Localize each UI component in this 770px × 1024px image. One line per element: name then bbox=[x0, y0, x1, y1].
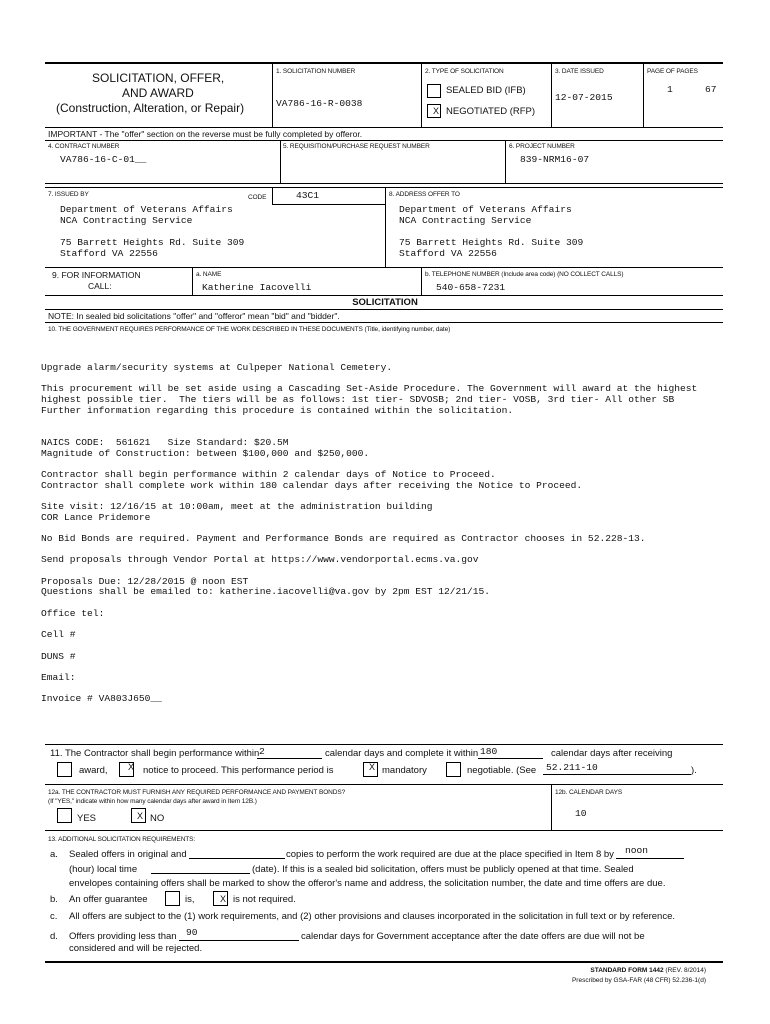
contract-number-label: 4. CONTRACT NUMBER bbox=[48, 143, 120, 150]
address-offer-line-4: 75 Barrett Heights Rd. Suite 309 bbox=[399, 237, 584, 248]
work-line: Questions shall be emailed to: katherine.iacovelli@va.gov by 2pm EST 12/21/15. bbox=[41, 586, 491, 598]
work-line: No Bid Bonds are required. Payment and Performance Bonds are required as Contractor chooses in 52.228-13. bbox=[41, 533, 646, 544]
work-line: Upgrade alarm/security systems at Culpeper National Cemetery. bbox=[41, 362, 393, 373]
item11-end: ). bbox=[691, 765, 697, 776]
item13b-letter: b. bbox=[50, 894, 58, 905]
negotiable-checkbox[interactable] bbox=[446, 762, 461, 777]
total-pages[interactable]: 67 bbox=[705, 84, 717, 95]
solicitation-type-label: 2. TYPE OF SOLICITATION bbox=[425, 68, 504, 75]
offer-due-hour[interactable]: noon bbox=[625, 845, 649, 856]
item13c-text: All offers are subject to the (1) work requirements, and (2) other provisions and clauses incorporated in the solicitation in full text or by reference. bbox=[69, 911, 676, 922]
issued-by-line-1: Department of Veterans Affairs bbox=[60, 204, 233, 215]
award-label: award, bbox=[79, 765, 108, 776]
item13a-line3: envelopes containing offers shall be marked to show the offeror's name and address, the solicitation number, the date and time offers are due. bbox=[69, 878, 666, 889]
item13c-letter: c. bbox=[50, 911, 58, 922]
work-description-body bbox=[41, 363, 697, 705]
item13b-text1: An offer guarantee bbox=[69, 894, 148, 905]
work-line: Office tel: bbox=[41, 607, 105, 619]
item13a-line2a: (hour) local time bbox=[69, 864, 138, 875]
work-line: Site visit: 12/16/15 at 10:00am, meet at the administration building bbox=[41, 500, 433, 512]
address-offer-line-1: Department of Veterans Affairs bbox=[399, 204, 572, 215]
sealed-bid-note: NOTE: In sealed bid solicitations "offer" and "offeror" mean "bid" and "bidder". bbox=[48, 311, 340, 321]
item11-text-a: 11. The Contractor shall begin performance within bbox=[50, 748, 260, 759]
solicitation-number-value[interactable]: VA786-16-R-0038 bbox=[276, 98, 363, 109]
acceptance-days-value[interactable]: 90 bbox=[186, 927, 198, 938]
item13a-text1: Sealed offers in original and bbox=[69, 849, 187, 860]
guarantee-is-checkbox[interactable] bbox=[165, 891, 180, 906]
calendar-days-value[interactable]: 10 bbox=[575, 808, 587, 819]
notice-to-proceed-mark: X bbox=[128, 762, 135, 772]
work-line: Invoice # VA803J650__ bbox=[41, 693, 162, 705]
address-offer-line-5: Stafford VA 22556 bbox=[399, 248, 497, 259]
bonds-no-label: NO bbox=[150, 813, 165, 824]
work-line: highest possible tier. The tiers will be as follows: 1st tier- SDVOSB; 2nd tier- VOSB, 3rd tier- All other SB bbox=[41, 394, 675, 406]
form-footer bbox=[572, 966, 706, 986]
item13a-letter: a. bbox=[50, 849, 58, 860]
work-line bbox=[41, 641, 697, 652]
bonds-no-mark: X bbox=[137, 811, 144, 821]
item11-days-complete[interactable]: 180 bbox=[480, 746, 498, 757]
work-line bbox=[41, 662, 697, 673]
work-line bbox=[41, 416, 697, 427]
address-offer-to-label: 8. ADDRESS OFFER TO bbox=[389, 191, 460, 198]
contact-name-label: a. NAME bbox=[196, 271, 222, 278]
address-offer-line-2: NCA Contracting Service bbox=[399, 215, 532, 226]
sealed-bid-checkbox[interactable] bbox=[427, 84, 441, 98]
page-of-pages-label: PAGE OF PAGES bbox=[647, 68, 698, 75]
solicitation-number-label: 1. SOLICITATION NUMBER bbox=[276, 68, 356, 75]
standard-form-number: STANDARD FORM 1442 bbox=[590, 967, 664, 974]
bonds-yes-checkbox[interactable] bbox=[57, 808, 72, 823]
notice-to-proceed-label: notice to proceed. This performance period is bbox=[143, 765, 334, 776]
negotiated-label: NEGOTIATED (RFP) bbox=[446, 106, 536, 117]
for-information-label: 9. FOR INFORMATION bbox=[52, 270, 141, 280]
work-line: Magnitude of Construction: between $100,000 and $250,000. bbox=[41, 447, 370, 459]
solicitation-heading: SOLICITATION bbox=[352, 297, 418, 308]
item13d-line2: considered and will be rejected. bbox=[69, 943, 203, 954]
guarantee-isnot-label: is not required. bbox=[233, 894, 296, 905]
work-line: Send proposals through Vendor Portal at https://www.vendorportal.ecms.va.gov bbox=[41, 554, 479, 566]
project-number-value[interactable]: 839-NRM16-07 bbox=[520, 154, 590, 165]
work-line: Cell # bbox=[41, 629, 76, 641]
form-title-line3: (Construction, Alteration, or Repair) bbox=[56, 101, 245, 115]
work-line: DUNS # bbox=[41, 650, 76, 662]
see-clause-value[interactable]: 52.211-10 bbox=[546, 762, 598, 773]
item13a-text2: copies to perform the work required are due at the place specified in Item 8 by bbox=[286, 849, 614, 860]
issued-by-code-label: CODE bbox=[248, 194, 267, 201]
item13d-text1: Offers providing less than bbox=[69, 931, 177, 942]
additional-requirements-label: 13. ADDITIONAL SOLICITATION REQUIREMENTS: bbox=[48, 836, 196, 843]
prescribed-by: Prescribed by GSA-FAR (48 CFR) 52.236-1(d) bbox=[571, 977, 706, 984]
telephone-value[interactable]: 540-658-7231 bbox=[436, 282, 506, 293]
work-line: NAICS CODE: 561621 Size Standard: $20.5M bbox=[41, 436, 289, 448]
issued-by-code-value[interactable]: 43C1 bbox=[296, 190, 320, 201]
negotiated-check-mark: X bbox=[433, 106, 440, 116]
work-line: Contractor shall complete work within 180 calendar days after receiving the Notice to Proceed. bbox=[41, 479, 583, 491]
work-line: Contractor shall begin performance within 2 calendar days of Notice to Proceed. bbox=[41, 468, 496, 480]
work-description-label: 10. THE GOVERNMENT REQUIRES PERFORMANCE OF THE WORK DESCRIBED IN THESE DOCUMENTS (Title, identifying number, date) bbox=[48, 326, 451, 333]
mandatory-label: mandatory bbox=[382, 765, 427, 776]
requisition-number-label: 5. REQUISITION/PURCHASE REQUEST NUMBER bbox=[283, 143, 430, 150]
issued-by-line-5: Stafford VA 22556 bbox=[60, 248, 158, 259]
item11-text-b: calendar days and complete it within bbox=[325, 748, 479, 759]
bonds-sublabel: (If "YES," indicate within how many calendar days after award in Item 12B.) bbox=[48, 798, 257, 805]
issued-by-line-4: 75 Barrett Heights Rd. Suite 309 bbox=[60, 237, 245, 248]
date-issued-label: 3. DATE ISSUED bbox=[555, 68, 604, 75]
bonds-yes-label: YES bbox=[77, 813, 97, 824]
work-line: Proposals Due: 12/28/2015 @ noon EST bbox=[41, 575, 249, 587]
item13a-line2b: (date). If this is a sealed bid solicitation, offers must be publicly opened at that time. Sealed bbox=[252, 864, 634, 875]
work-line: Email: bbox=[41, 671, 76, 683]
contact-name-value[interactable]: Katherine Iacovelli bbox=[202, 282, 312, 293]
form-title-line1: SOLICITATION, OFFER, bbox=[92, 71, 225, 85]
telephone-label: b. TELEPHONE NUMBER (Include area code) (NO COLLECT CALLS) bbox=[425, 271, 624, 278]
contract-number-value[interactable]: VA786-16-C-01__ bbox=[60, 154, 147, 165]
work-line bbox=[41, 620, 697, 631]
important-notice: IMPORTANT - The "offer" section on the reverse must be fully completed by offeror. bbox=[48, 129, 363, 139]
sealed-bid-label: SEALED BID (IFB) bbox=[446, 85, 526, 96]
work-line: Further information regarding this procedure is contained within the solicitation. bbox=[41, 404, 514, 416]
page-number[interactable]: 1 bbox=[667, 84, 673, 95]
mandatory-mark: X bbox=[369, 762, 376, 772]
guarantee-isnot-mark: X bbox=[220, 894, 227, 904]
item11-days-start[interactable]: 2 bbox=[259, 746, 265, 757]
form-revision: (REV. 8/2014) bbox=[665, 967, 706, 974]
bonds-label: 12a. THE CONTRACTOR MUST FURNISH ANY REQUIRED PERFORMANCE AND PAYMENT BONDS? bbox=[48, 789, 346, 796]
work-line bbox=[41, 598, 697, 609]
award-checkbox[interactable] bbox=[57, 762, 72, 777]
calendar-days-label: 12b. CALENDAR DAYS bbox=[555, 789, 623, 796]
call-label: CALL: bbox=[88, 281, 112, 291]
item13d-text2: calendar days for Government acceptance after the date offers are due will not be bbox=[301, 931, 645, 942]
item11-text-c: calendar days after receiving bbox=[551, 748, 673, 759]
issued-by-label: 7. ISSUED BY bbox=[48, 191, 89, 198]
project-number-label: 6. PROJECT NUMBER bbox=[509, 143, 575, 150]
guarantee-is-label: is, bbox=[185, 894, 195, 905]
date-issued-value[interactable]: 12-07-2015 bbox=[555, 92, 613, 103]
negotiable-label: negotiable. (See bbox=[467, 765, 537, 776]
work-line: This procurement will be set aside using a Cascading Set-Aside Procedure. The Government will award at the highest bbox=[41, 383, 698, 395]
work-line: COR Lance Pridemore bbox=[41, 511, 151, 523]
form-title-line2: AND AWARD bbox=[122, 86, 194, 100]
item13d-letter: d. bbox=[50, 931, 58, 942]
issued-by-line-2: NCA Contracting Service bbox=[60, 215, 193, 226]
